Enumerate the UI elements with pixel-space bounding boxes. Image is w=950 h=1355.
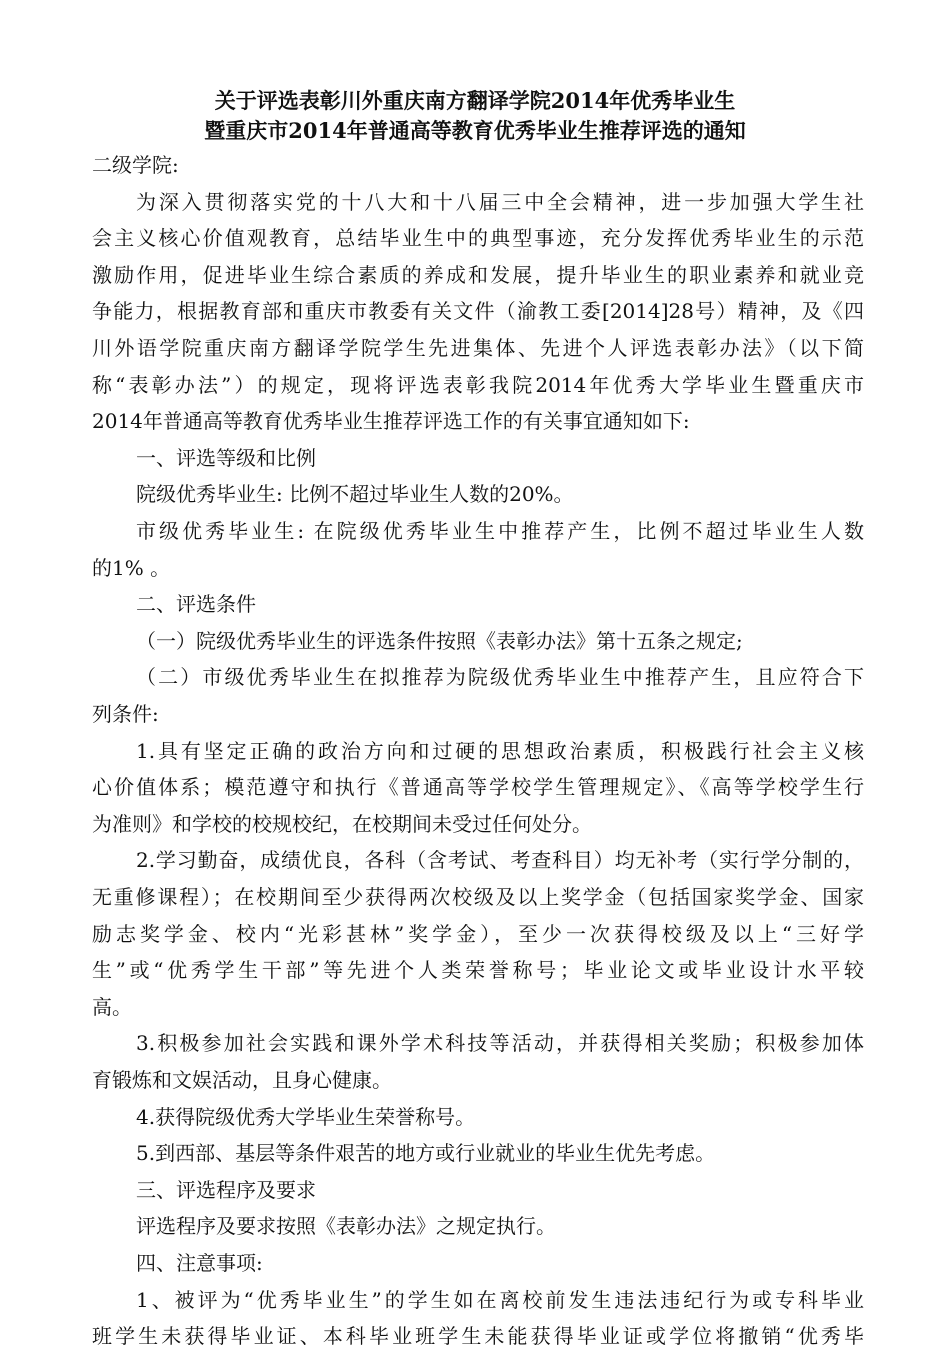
body-line: 1.具有坚定正确的政治方向和过硬的思想政治素质，积极践行社会主义核: [136, 738, 864, 763]
body-line: 列条件:: [92, 702, 159, 726]
body-line: 2.学习勤奋，成绩优良，各科（含考试、考查科目）均无补考（实行学分制的，: [136, 848, 864, 873]
body-line: （一）院级优秀毕业生的评选条件按照《表彰办法》第十五条之规定;: [136, 628, 743, 653]
body-line: 育锻炼和文娱活动，且身心健康。: [92, 1068, 392, 1092]
body-line: 班学生未获得毕业证、本科毕业班学生未能获得毕业证或学位将撤销“优秀毕: [92, 1324, 864, 1349]
salutation: 二级学院:: [92, 153, 179, 177]
section-heading: 四、注意事项:: [136, 1251, 263, 1275]
section-heading: 一、评选等级和比例: [136, 445, 316, 470]
body-line: 生”或“优秀学生干部”等先进个人类荣誉称号；毕业论文或毕业设计水平较: [92, 958, 864, 983]
body-line: 市级优秀毕业生: 在院级优秀毕业生中推荐产生，比例不超过毕业生人数: [136, 519, 864, 543]
body-line: 川外语学院重庆南方翻译学院学生先进集体、先进个人评选表彰办法》（以下简: [92, 336, 864, 360]
body-line: 高。: [92, 994, 132, 1019]
body-line: 1、被评为“优秀毕业生”的学生如在离校前发生违法违纪行为或专科毕业: [136, 1287, 864, 1312]
body-line: 为深入贯彻落实党的十八大和十八届三中全会精神，进一步加强大学生社: [136, 189, 864, 214]
body-line: 争能力，根据教育部和重庆市教委有关文件（渝教工委[2014]28号）精神，及《四: [92, 299, 864, 324]
body-line: 3.积极参加社会实践和课外学术科技等活动，并获得相关奖励；积极参加体: [136, 1031, 864, 1056]
body-line: （二）市级优秀毕业生在拟推荐为院级优秀毕业生中推荐产生，且应符合下: [136, 665, 864, 690]
body-line: 院级优秀毕业生: 比例不超过毕业生人数的20%。: [136, 482, 574, 507]
body-line: 无重修课程）；在校期间至少获得两次校级及以上奖学金（包括国家奖学金、国家: [92, 885, 864, 909]
document-title-line-2: 暨重庆市2014年普通高等教育优秀毕业生推荐评选的通知: [204, 118, 746, 143]
body-line: 2014年普通高等教育优秀毕业生推荐评选工作的有关事宜通知如下:: [92, 409, 690, 434]
body-line: 会主义核心价值观教育，总结毕业生中的典型事迹，充分发挥优秀毕业生的示范: [92, 226, 864, 251]
body-line: 励志奖学金、校内“光彩甚林”奖学金），至少一次获得校级及以上“三好学: [92, 921, 864, 946]
body-line: 4.获得院级优秀大学毕业生荣誉称号。: [136, 1104, 476, 1129]
body-line: 称“表彰办法”）的规定，现将评选表彰我院2014年优秀大学毕业生暨重庆市: [92, 372, 864, 397]
body-line: 评选程序及要求按照《表彰办法》之规定执行。: [136, 1214, 556, 1239]
document-title-line-1: 关于评选表彰川外重庆南方翻译学院2014年优秀毕业生: [214, 88, 736, 113]
section-heading: 三、评选程序及要求: [136, 1177, 316, 1202]
body-line: 5.到西部、基层等条件艰苦的地方或行业就业的毕业生优先考虑。: [136, 1141, 716, 1166]
body-line: 为准则》和学校的校规校纪，在校期间未受过任何处分。: [92, 811, 592, 836]
body-line: 激励作用，促进毕业生综合素质的养成和发展，提升毕业生的职业素养和就业竞: [92, 262, 864, 287]
body-line: 的1% 。: [92, 555, 171, 580]
body-line: 心价值体系；模范遵守和执行《普通高等学校学生管理规定》、《高等学校学生行: [92, 775, 864, 800]
section-heading: 二、评选条件: [136, 592, 256, 617]
